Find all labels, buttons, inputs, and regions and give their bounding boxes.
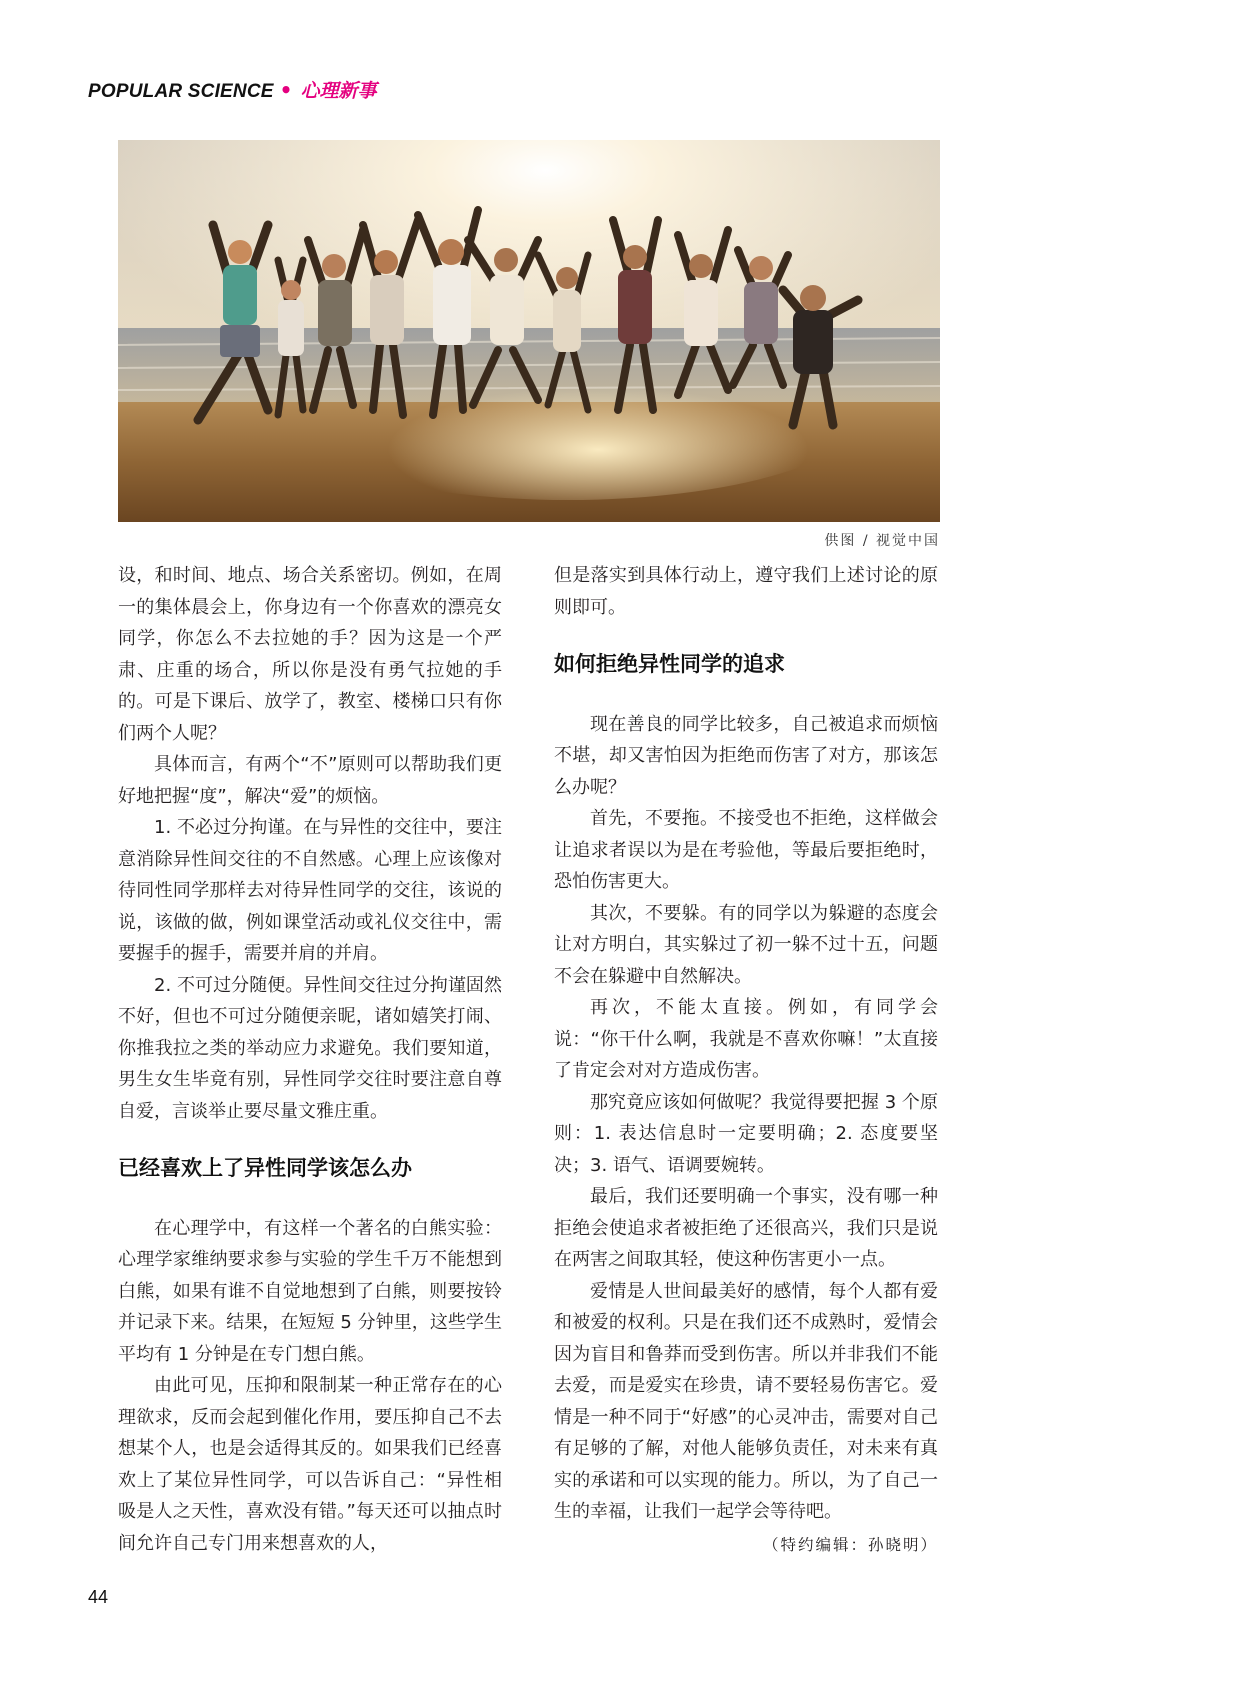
paragraph: 现在善良的同学比较多，自己被追求而烦恼不堪，却又害怕因为拒绝而伤害了对方，那该怎么办呢？ bbox=[554, 713, 938, 798]
paragraph: 1. 不必过分拘谨。在与异性的交往中，要注意消除异性间交往的不自然感。心理上应该像对待同性同学那样去对待异性同学的交往，该说的说，该做的做，例如课堂活动或礼仪交往中，需要握手的握手，需要并肩的并肩。 bbox=[118, 817, 502, 964]
header-separator-dot: • bbox=[279, 78, 293, 102]
running-head bbox=[88, 76, 376, 102]
paragraph: 爱情是人世间最美好的感情，每个人都有爱和被爱的权利。只是在我们还不成熟时，爱情会因为盲目和鲁莽而受到伤害。所以并非我们不能去爱，而是爱实在珍贵，请不要轻易伤害它。爱情是一种不同于“好感”的心灵冲击，需要对自己有足够的了解，对他人能够负责任，对未来有真实的承诺和可以实现的能力。所以，为了自己一生的幸福，让我们一起学会等待吧。 bbox=[554, 1280, 938, 1522]
paragraph: 首先，不要拖。不接受也不拒绝，这样做会让追求者误以为是在考验他，等最后要拒绝时，恐怕伤害更大。 bbox=[554, 808, 938, 892]
paragraph: 但是落实到具体行动上，遵守我们上述讨论的原则即可。 bbox=[554, 565, 938, 618]
section-heading: 已经喜欢上了异性同学该怎么办 bbox=[118, 1156, 412, 1180]
right-column bbox=[554, 560, 938, 1561]
paragraph: 2. 不可过分随便。异性间交往过分拘谨固然不好，但也不可过分随便亲昵，诸如嬉笑打闹、你推我拉之类的举动应力求避免。我们要知道，男生女生毕竟有别，异性同学交往时要注意自尊自爱，言谈举止要尽量文雅庄重。 bbox=[118, 974, 502, 1122]
beach-jumping-photo bbox=[118, 140, 940, 522]
section-name: 心理新事 bbox=[300, 80, 377, 102]
paragraph: 那究竟应该如何做呢？我觉得要把握 3 个原则：1. 表达信息时一定要明确；2. 态度要坚决；3. 语气、语调要婉转。 bbox=[554, 1091, 938, 1176]
photo-credit: 供图 / 视觉中国 bbox=[824, 533, 940, 549]
paragraph: 最后，我们还要明确一个事实，没有哪一种拒绝会使追求者被拒绝了还很高兴，我们只是说在两害之间取其轻，使这种伤害更小一点。 bbox=[554, 1186, 938, 1270]
section-heading: 如何拒绝异性同学的追求 bbox=[554, 652, 785, 676]
paragraph: 具体而言，有两个“不”原则可以帮助我们更好地把握“度”，解决“爱”的烦恼。 bbox=[118, 754, 502, 807]
paragraph: 设，和时间、地点、场合关系密切。例如，在周一的集体晨会上，你身边有一个你喜欢的漂亮女同学，你怎么不去拉她的手？因为这是一个严肃、庄重的场合，所以你是没有勇气拉她的手的。可是下课后、放学了，教室、楼梯口只有你们两个人呢？ bbox=[118, 565, 502, 744]
paragraph: 在心理学中，有这样一个著名的白熊实验：心理学家维纳要求参与实验的学生千万不能想到白熊，如果有谁不自觉地想到了白熊，则要按铃并记录下来。结果，在短短 5 分钟里，这些学生平均有 1 分钟是在专门想白熊。 bbox=[118, 1217, 502, 1365]
left-column bbox=[118, 560, 502, 1559]
beach-jumping-illustration bbox=[118, 140, 940, 522]
paragraph: 其次，不要躲。有的同学以为躲避的态度会让对方明白，其实躲过了初一躲不过十五，问题不会在躲避中自然解决。 bbox=[554, 902, 938, 987]
editor-signature: （特约编辑：孙晓明） bbox=[762, 1535, 938, 1554]
paragraph: 由此可见，压抑和限制某一种正常存在的心理欲求，反而会起到催化作用，要压抑自己不去想某个人，也是会适得其反的。如果我们已经喜欢上了某位异性同学，可以告诉自己：“异性相吸是人之天性，喜欢没有错。”每天还可以抽点时间允许自己专门用来想喜欢的人， bbox=[118, 1375, 502, 1554]
paragraph: 再次，不能太直接。例如，有同学会说：“你干什么啊，我就是不喜欢你嘛！”太直接了肯定会对对方造成伤害。 bbox=[554, 997, 938, 1081]
magazine-name: POPULAR SCIENCE bbox=[88, 81, 274, 102]
page-number: 44 bbox=[88, 1587, 109, 1607]
